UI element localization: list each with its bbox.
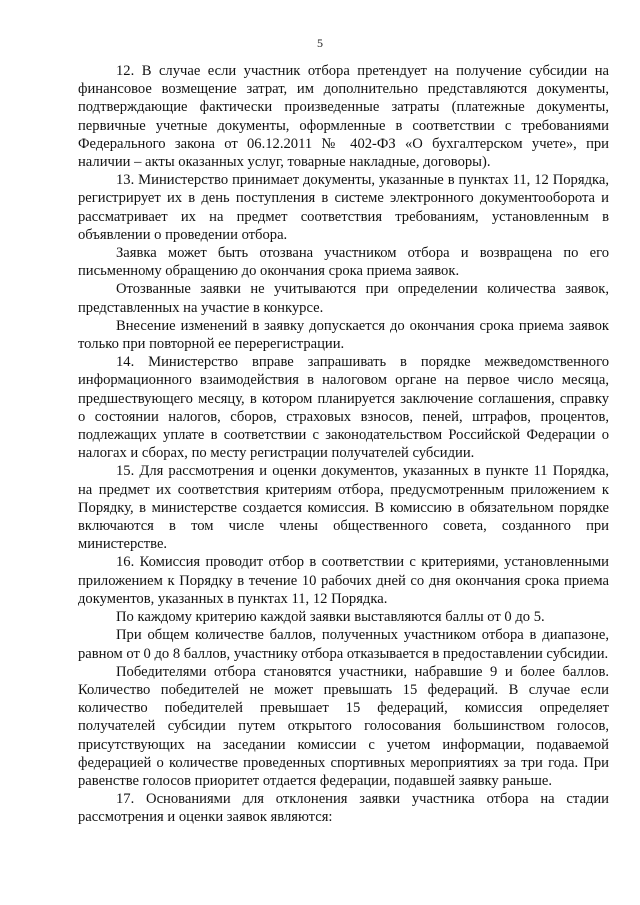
page-number: 5 bbox=[317, 36, 323, 50]
paragraph-15: 15. Для рассмотрения и оценки документов, указанных в пункте 11 Порядка, на предмет их соответствия критериям отбора, предусмотренным приложением к Порядку, в министерстве создается комиссия. В комиссию в обязательном порядке включаются в том числе члены общественного совета, созданного при министерстве. bbox=[78, 463, 609, 553]
document-body bbox=[78, 62, 609, 827]
paragraph-amendments: Внесение изменений в заявку допускается до окончания срока приема заявок только при повторной ее перерегистрации. bbox=[78, 317, 609, 353]
paragraph-withdrawn-applications: Отозванные заявки не учитываются при определении количества заявок, представленных на участие в конкурсе. bbox=[78, 281, 609, 316]
paragraph-refusal-range: При общем количестве баллов, полученных участником отбора в диапазоне, равном от 0 до 8 баллов, участнику отбора отказывается в предоставлении субсидии. bbox=[78, 627, 609, 662]
paragraph-scoring: По каждому критерию каждой заявки выставляются баллы от 0 до 5. bbox=[116, 609, 545, 626]
paragraph-16: 16. Комиссия проводит отбор в соответствии с критериями, установленными приложением к Порядку в течение 10 рабочих дней со дня окончания срока приема документов, указанных в пунктах 11, 12 Порядка. bbox=[78, 554, 609, 607]
paragraph-winners: Победителями отбора становятся участники, набравшие 9 и более баллов. Количество победителей не может превышать 15 федераций. В случае если количество победителей превышает 15 федераций, комиссия определяет получателей субсидии путем открытого голосования большинством голосов, присутствующих на заседании комиссии с учетом информации, подаваемой федерацией о количестве проведенных спортивных мероприятиях за три года. При равенстве голосов приоритет отдается федерации, подавшей заявку раньше. bbox=[78, 663, 609, 789]
paragraph-12: 12. В случае если участник отбора претендует на получение субсидии на финансовое возмещение затрат, им дополнительно представляются документы, подтверждающие фактически произведенные затраты (платежные документы, первичные учетные документы, оформленные в соответствии с требованиями Федерального закона от 06.12.2011 № 402-ФЗ «О бухгалтерском учете», при наличии – акты оказанных услуг, товарные накладные, договоры). bbox=[78, 63, 609, 171]
paragraph-withdrawal: Заявка может быть отозвана участником отбора и возвращена по его письменному обращению до окончания срока приема заявок. bbox=[78, 245, 609, 280]
paragraph-13: 13. Министерство принимает документы, указанные в пунктах 11, 12 Порядка, регистрирует их в день поступления в системе электронного документооборота и рассматривает их на предмет соответствия требованиям, установленным в объявлении о проведении отбора. bbox=[78, 172, 609, 243]
paragraph-17: 17. Основаниями для отклонения заявки участника отбора на стадии рассмотрения и оценки заявок являются: bbox=[78, 791, 609, 826]
paragraph-14: 14. Министерство вправе запрашивать в порядке межведомственного информационного взаимодействия в налоговом органе на первое число месяца, предшествующего месяцу, в котором планируется заключение соглашения, справку о состоянии налогов, сборов, страховых взносов, пеней, штрафов, процентов, подлежащих уплате в соответствии с законодательством Российской Федерации о налогах и сборах, по месту регистрации получателей субсидии. bbox=[78, 354, 609, 462]
